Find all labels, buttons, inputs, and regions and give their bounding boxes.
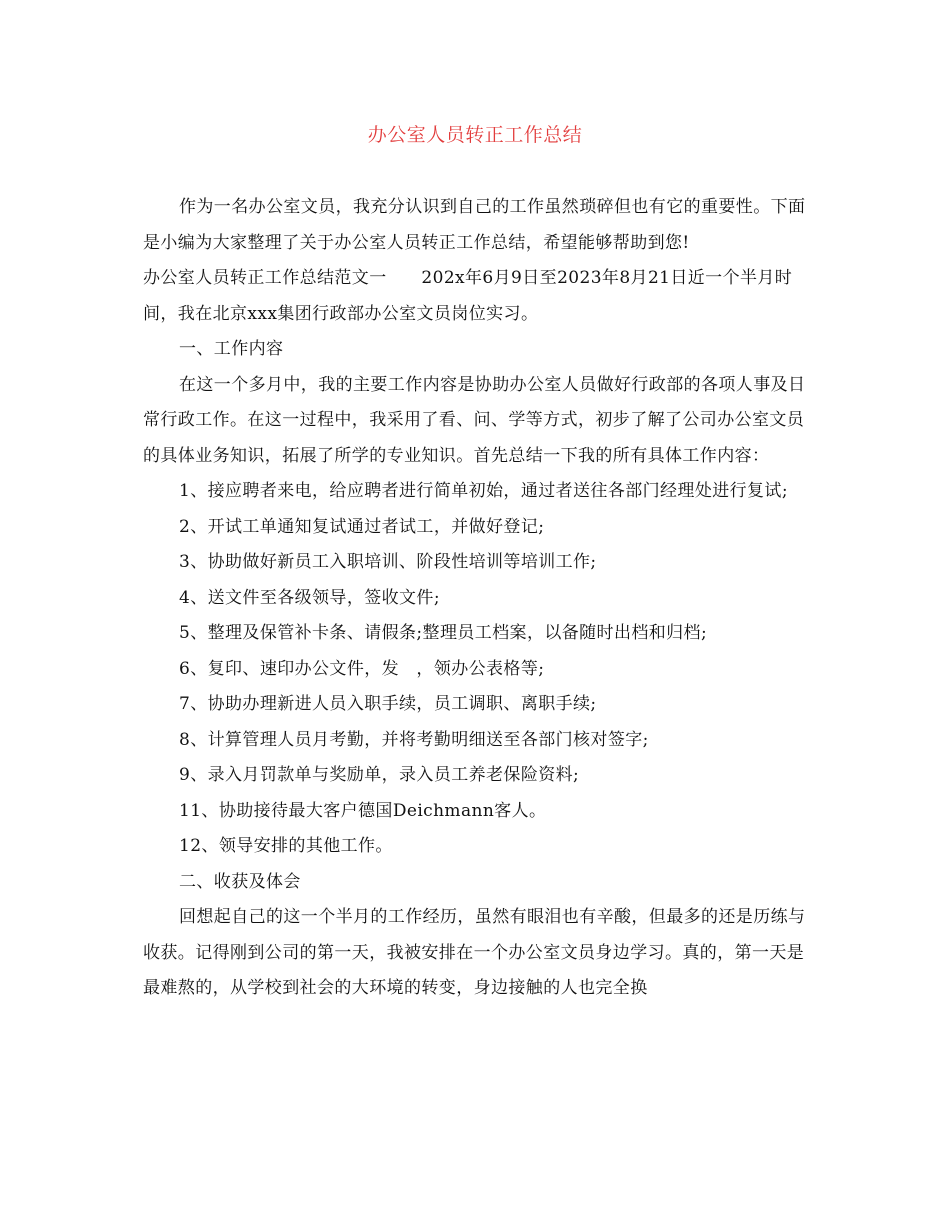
- list-item: 6、复印、速印办公文件，发 ，领办公表格等;: [179, 658, 545, 679]
- list-item: 12、领导安排的其他工作。: [179, 836, 393, 856]
- list-item: 1、接应聘者来电，给应聘者进行简单初始，通过者送往各部门经理处进行复试;: [179, 481, 788, 501]
- list-item: 3、协助做好新员工入职培训、阶段性培训等培训工作;: [179, 552, 597, 572]
- document-body: [143, 190, 811, 1007]
- paragraph-work-overview: 在这一个多月中，我的主要工作内容是协助办公室人员做好行政部的各项人事及日常行政工作。在这一过程中，我采用了看、问、学等方式，初步了解了公司办公室文员的具体业务知识，拓展了所学的专业知识。首先总结一下我的所有具体工作内容：: [143, 374, 806, 466]
- list-item: 4、送文件至各级领导，签收文件;: [179, 587, 440, 608]
- document-title: 办公室人员转正工作总结: [367, 124, 583, 146]
- list-item: 2、开试工单通知复试通过者试工，并做好登记;: [179, 516, 545, 537]
- list-item: 11、协助接待最大客户德国Deichmann客人。: [179, 800, 547, 821]
- paragraph-reflection: 回想起自己的这一个半月的工作经历，虽然有眼泪也有辛酸，但最多的还是历练与收获。记得刚到公司的第一天，我被安排在一个办公室文员身边学习。真的，第一天是最难熬的，从学校到社会的大环境的转变，身边接触的人也完全换: [143, 907, 806, 998]
- paragraph-sample-heading: 办公室人员转正工作总结范文一 202x年6月9日至2023年8月21日近一个半月时间，我在北京xxx集团行政部办公室文员岗位实习。: [143, 268, 793, 324]
- list-item: 9、录入月罚款单与奖励单，录入员工养老保险资料;: [179, 765, 580, 785]
- section-heading-gains: 二、收获及体会: [179, 871, 301, 892]
- list-item: 7、协助办理新进人员入职手续，员工调职、离职手续;: [179, 694, 597, 714]
- list-item: 8、计算管理人员月考勤，并将考勤明细送至各部门核对签字;: [179, 729, 649, 750]
- section-heading-work: 一、工作内容: [179, 339, 284, 359]
- paragraph-intro: 作为一名办公室文员，我充分认识到自己的工作虽然琐碎但也有它的重要性。下面是小编为大家整理了关于办公室人员转正工作总结，希望能够帮助到您!: [143, 197, 806, 253]
- list-item: 5、整理及保管补卡条、请假条;整理员工档案，以备随时出档和归档;: [179, 623, 708, 643]
